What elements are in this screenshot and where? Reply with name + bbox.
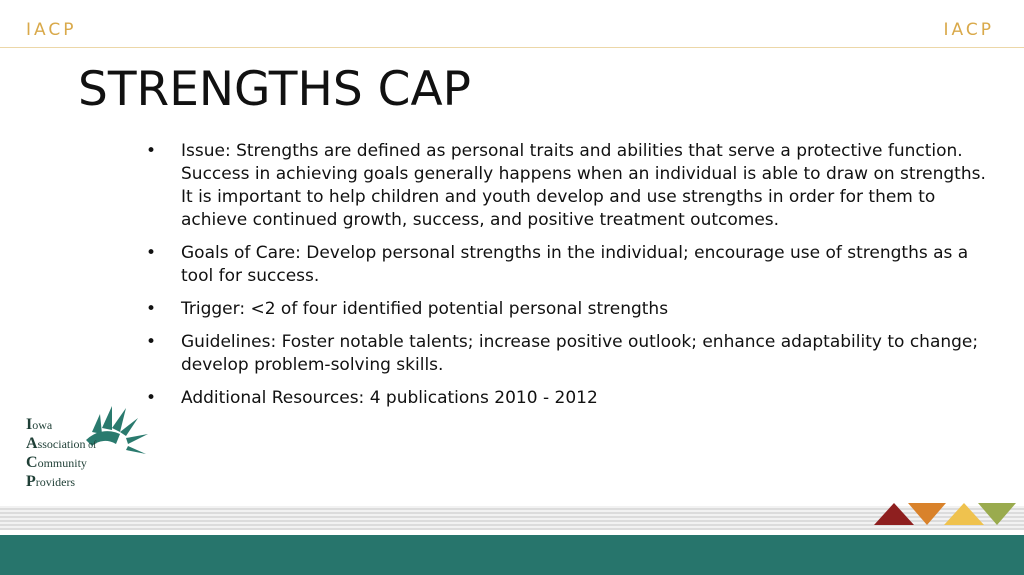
- bullet-marker: •: [146, 388, 157, 408]
- bullet-item-goals: [146, 242, 986, 288]
- association-logo: [24, 404, 164, 499]
- triangle-maroon: [874, 503, 914, 525]
- brand-logo-left: IACP: [26, 20, 77, 40]
- slide-title: STRENGTHS CAP: [78, 62, 471, 117]
- bullet-text: Trigger: <2 of four identified potential personal strengths: [181, 299, 669, 319]
- bullet-item-resources: [146, 387, 986, 410]
- bullet-marker: •: [146, 299, 157, 319]
- decorative-stripes: [0, 506, 1024, 530]
- bullet-text: Guidelines: Foster notable talents; increase positive outlook; enhance adaptability to change; develop problem-solving skills.: [181, 332, 979, 375]
- bullet-list: [146, 140, 986, 420]
- triangle-olive: [978, 503, 1016, 525]
- bullet-text: Additional Resources: 4 publications 2010 - 2012: [181, 388, 598, 408]
- bullet-text: Issue: Strengths are defined as personal traits and abilities that serve a protective function. Success in achieving goals generally happens when an individual is able to draw on strengths. It is important to help children and youth develop and use strengths in order for them to achieve continued growth, success, and positive treatment outcomes.: [181, 141, 986, 230]
- bullet-item-guidelines: [146, 331, 986, 377]
- bullet-item-trigger: [146, 298, 986, 321]
- triangle-orange: [908, 503, 946, 525]
- logo-line-association: Association of: [26, 435, 97, 452]
- sunburst-icon: [82, 404, 152, 464]
- bullet-marker: •: [146, 332, 157, 352]
- bullet-marker: •: [146, 141, 157, 161]
- brand-logo-right: IACP: [943, 20, 994, 40]
- bullet-item-issue: [146, 140, 986, 232]
- logo-line-providers: Providers: [26, 473, 76, 490]
- bullet-marker: •: [146, 243, 157, 263]
- logo-line-community: Community: [26, 454, 87, 471]
- header-divider: [0, 47, 1024, 48]
- bullet-text: Goals of Care: Develop personal strengths in the individual; encourage use of strengths as a tool for success.: [181, 243, 969, 286]
- footer-band: [0, 535, 1024, 575]
- logo-line-iowa: Iowa: [26, 416, 53, 433]
- triangle-yellow: [944, 503, 984, 525]
- decorative-triangles: [874, 500, 1020, 528]
